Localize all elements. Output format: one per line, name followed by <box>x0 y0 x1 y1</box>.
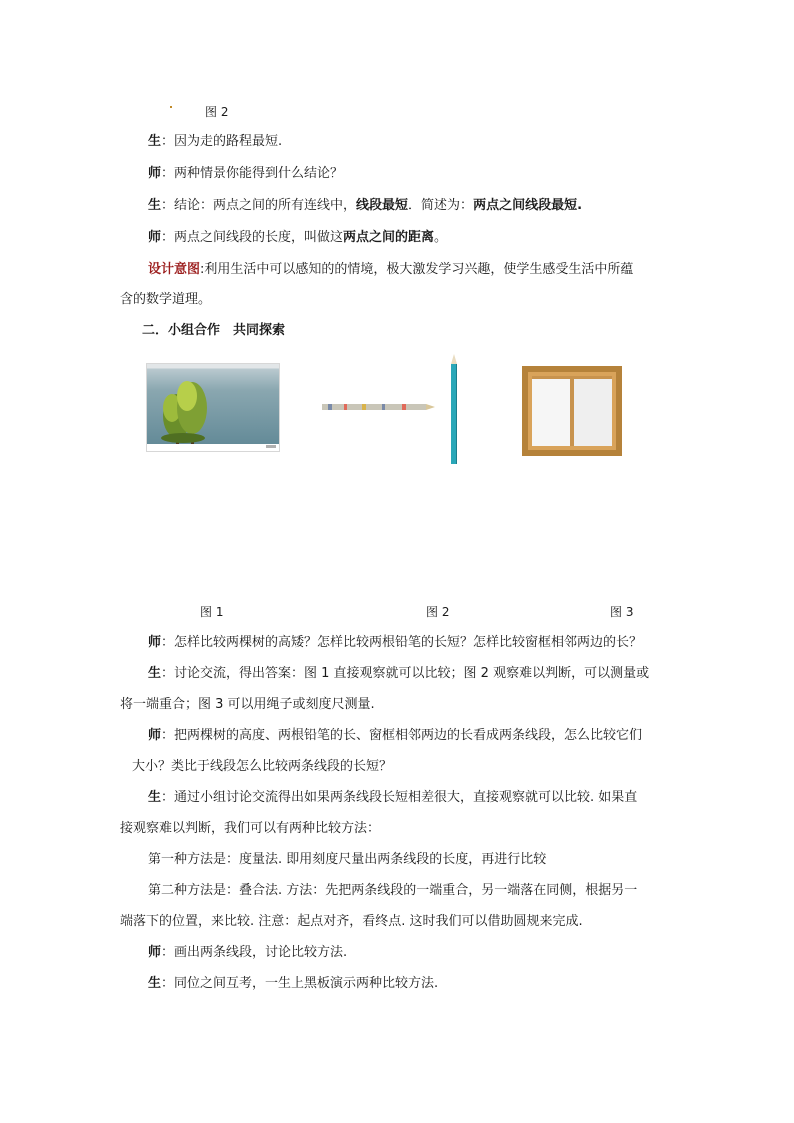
design-intent-line <box>148 261 633 279</box>
dialogue-line <box>148 665 649 683</box>
line-text: ：两种情景你能得到什么结论？ <box>161 166 344 181</box>
line-text: ：通过小组讨论交流得出如果两条线段长短相差很大，直接观察就可以比较. 如果直 <box>161 790 638 805</box>
line-text: 接观察难以判断，我们可以有两种比较方法： <box>120 821 381 836</box>
line-text: :利用生活中可以感知的的情境，极大激发学习兴趣，使学生感受生活中所蕴 <box>200 262 634 277</box>
emphasis-text: 两点之间的距离 <box>343 230 435 245</box>
line-text: ：画出两条线段，讨论比较方法. <box>161 945 348 960</box>
vertical-pencil <box>448 354 460 466</box>
speaker-label: 师 <box>148 230 162 245</box>
speaker-label: 师 <box>148 635 162 650</box>
trees-illustration <box>147 364 279 451</box>
method-line <box>148 851 546 869</box>
line-text: 含的数学道理。 <box>120 292 212 307</box>
horizontal-pencil <box>322 402 436 412</box>
emphasis-text: 两点之间线段最短 <box>473 198 578 213</box>
speaker-label: 师 <box>148 166 162 181</box>
line-text: ：怎样比较两棵树的高矮？怎样比较两根铅笔的长短？怎样比较窗框相邻两边的长？ <box>161 635 643 650</box>
dialogue-line-cont <box>120 820 380 838</box>
dialogue-line <box>148 197 582 215</box>
line-text: ：结论：两点之间的所有连线中， <box>161 198 357 213</box>
line-text: ：因为走的路程最短. <box>161 134 283 149</box>
line-text: 第二种方法是：叠合法. 方法：先把两条线段的一端重合，另一端落在同侧，根据另一 <box>148 883 638 898</box>
dialogue-line <box>148 727 642 745</box>
line-text: ：把两棵树的高度、两根铅笔的长、窗框相邻两边的长看成两条线段，怎么比较它们 <box>161 728 643 743</box>
dialogue-line <box>148 975 438 993</box>
speaker-label: 生 <box>148 976 162 991</box>
figure-caption-3: 图 3 <box>610 605 634 619</box>
design-intent-line-cont <box>120 291 211 309</box>
line-text: ．简述为： <box>408 198 474 213</box>
dialogue-line <box>148 634 642 652</box>
dialogue-line-cont <box>132 758 392 776</box>
method-line-cont <box>120 913 583 931</box>
emphasis-text: 线段最短 <box>356 198 409 213</box>
line-text: 端落下的位置，来比较. 注意：起点对齐，看终点. 这时我们可以借助圆规来完成. <box>120 914 583 929</box>
design-intent-label: 设计意图 <box>148 262 201 277</box>
figure-caption-top: 图 2 <box>205 105 229 119</box>
dialogue-line <box>148 229 447 247</box>
line-text: ：两点之间线段的长度，叫做这 <box>161 230 344 245</box>
dialogue-line <box>148 133 282 151</box>
method-line <box>148 882 637 900</box>
window-frame-image <box>522 366 622 456</box>
line-text: . <box>577 198 583 213</box>
speaker-label: 师 <box>148 945 162 960</box>
figure-caption-1: 图 1 <box>200 605 224 619</box>
speaker-label: 生 <box>148 666 162 681</box>
lake-trees-image <box>146 363 280 452</box>
speaker-label: 师 <box>148 728 162 743</box>
dialogue-line <box>148 165 343 183</box>
line-text: 大小？类比于线段怎么比较两条线段的长短？ <box>132 759 393 774</box>
speaker-label: 生 <box>148 134 162 149</box>
figure-caption-2: 图 2 <box>426 605 450 619</box>
dialogue-line <box>148 789 637 807</box>
line-text: 。 <box>434 230 448 245</box>
line-text: 第一种方法是：度量法. 即用刻度尺量出两条线段的长度，再进行比较 <box>148 852 547 867</box>
line-text: ：同位之间互考，一生上黑板演示两种比较方法. <box>161 976 439 991</box>
stray-dot <box>170 106 172 108</box>
speaker-label: 生 <box>148 198 162 213</box>
dialogue-line-cont <box>120 696 375 714</box>
speaker-label: 生 <box>148 790 162 805</box>
dialogue-line <box>148 944 347 962</box>
line-text: 将一端重合；图 3 可以用绳子或刻度尺测量. <box>120 697 375 712</box>
line-text: ：讨论交流，得出答案：图 1 直接观察就可以比较；图 2 观察难以判断，可以测量或 <box>161 666 650 681</box>
section-heading: 二．小组合作 共同探索 <box>142 323 286 338</box>
